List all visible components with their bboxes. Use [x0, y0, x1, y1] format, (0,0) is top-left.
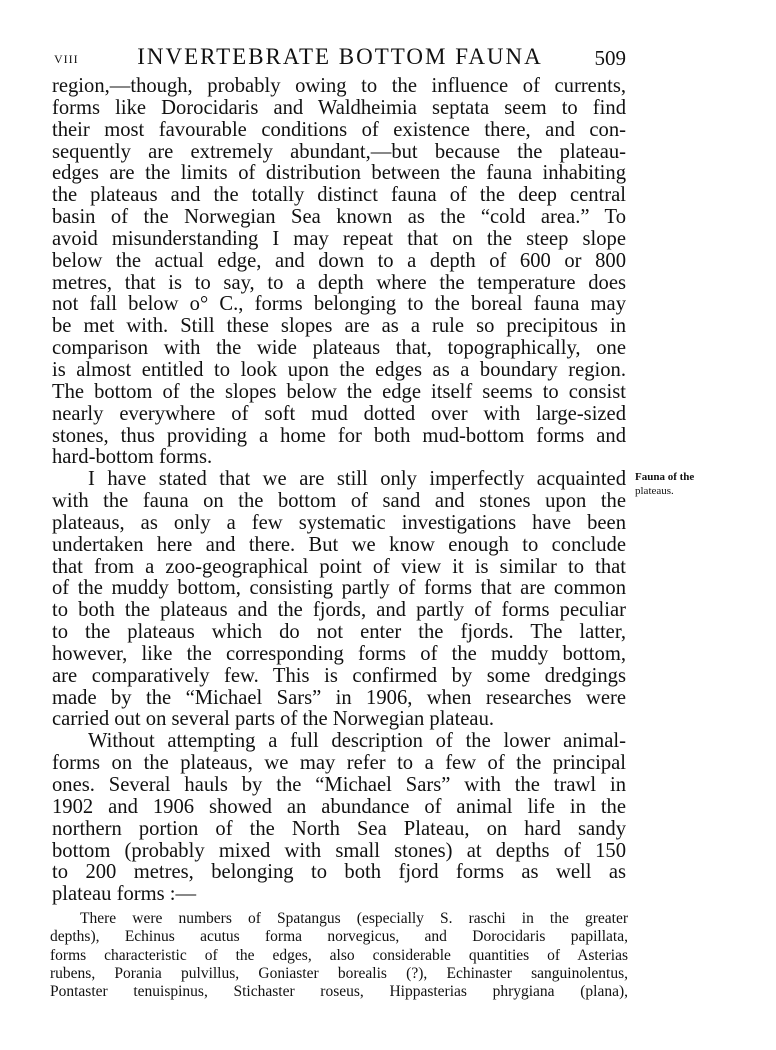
- text-line: carried out on several parts of the Norwegian plateau.: [52, 708, 495, 731]
- text-line: made by the “Michael Sars” in 1906, when researches were: [52, 686, 626, 709]
- text-line: to the plateaus which do not enter the fjords. The latter,: [52, 621, 626, 644]
- text-line: stones, thus providing a home for both mud-bottom forms and: [52, 424, 626, 447]
- text-line: forms characteristic of the edges, also considerable quantities of Asterias: [50, 946, 628, 964]
- text-line: 1902 and 1906 showed an abundance of animal life in the: [52, 795, 626, 818]
- running-title: INVERTEBRATE BOTTOM FAUNA: [137, 44, 543, 69]
- text-line: forms like Dorocidaris and Waldheimia septata seem to find: [52, 96, 626, 119]
- text-line: the plateaus and the totally distinct fauna of the deep central: [52, 184, 626, 207]
- text-line: to both the plateaus and the fjords, and partly of forms peculiar: [52, 599, 626, 622]
- text-line: their most favourable conditions of existence there, and con-: [52, 118, 626, 141]
- text-line: metres, that is to say, to a depth where the temperature does: [52, 271, 626, 294]
- text-line: hard-bottom forms.: [52, 446, 213, 469]
- text-line: plateaus, as only a few systematic investigations have been: [52, 511, 626, 534]
- text-line: The bottom of the slopes below the edge itself seems to consist: [52, 380, 626, 403]
- text-line: ones. Several hauls by the “Michael Sars” with the trawl in: [52, 774, 626, 796]
- text-line: is almost entitled to look upon the edges as a boundary region.: [52, 358, 626, 381]
- running-header: [54, 44, 626, 74]
- margin-note-line: Fauna of the: [635, 471, 695, 483]
- text-line: There were numbers of Spatangus (especially S. raschi in the greater: [80, 910, 628, 927]
- text-line: be met with. Still these slopes are as a rule so precipitous in: [52, 315, 626, 338]
- text-line: I have stated that we are still only imperfectly acquainted: [88, 468, 626, 491]
- text-line: nearly everywhere of soft mud dotted over with large-sized: [52, 402, 626, 425]
- margin-note-line: plateaus.: [635, 485, 674, 497]
- text-line: not fall below o° C., forms belonging to the boreal fauna may: [52, 293, 626, 316]
- text-line: forms on the plateaus, we may refer to a few of the principal: [52, 752, 626, 775]
- text-line: northern portion of the North Sea Plateau, on hard sandy: [52, 817, 626, 840]
- page-number: 509: [594, 46, 626, 70]
- text-line: that from a zoo-geographical point of view it is similar to that: [52, 555, 626, 578]
- text-line: depths), Echinus acutus forma norvegicus, and Dorocidaris papillata,: [50, 928, 628, 946]
- margin-note: [635, 470, 735, 498]
- text-line: avoid misunderstanding I may repeat that on the steep slope: [52, 227, 626, 250]
- text-line: bottom (probably mixed with small stones) at depths of 150: [52, 839, 626, 862]
- text-line: Pontaster tenuispinus, Stichaster roseus, Hippasterias phrygiana (plana),: [50, 983, 628, 1001]
- text-line: Without attempting a full description of the lower animal-: [88, 730, 626, 753]
- text-line: to 200 metres, belonging to both fjord forms as well as: [52, 861, 626, 884]
- text-line: undertaken here and there. But we know enough to conclude: [52, 533, 626, 556]
- text-line: plateau forms :—: [52, 883, 197, 906]
- text-line: comparison with the wide plateaus that, topographically, one: [52, 337, 626, 360]
- text-line: with the fauna on the bottom of sand and stones upon the: [52, 490, 626, 513]
- chapter-number: VIII: [54, 52, 79, 66]
- text-line: sequently are extremely abundant,—but because the plateau-: [52, 140, 626, 163]
- text-line: edges are the limits of distribution between the fauna inhabiting: [52, 162, 626, 185]
- quoted-passage: [50, 910, 628, 1001]
- text-line: basin of the Norwegian Sea known as the “cold area.” To: [52, 206, 626, 229]
- text-line: are comparatively few. This is confirmed by some dredgings: [52, 664, 626, 687]
- text-line: below the actual edge, and down to a depth of 600 or 800: [52, 249, 626, 272]
- text-line: of the muddy bottom, consisting partly of forms that are common: [52, 577, 626, 600]
- text-line: rubens, Porania pulvillus, Goniaster borealis (?), Echinaster sanguinolentus,: [50, 964, 628, 982]
- text-line: however, like the corresponding forms of the muddy bottom,: [52, 642, 626, 665]
- body-text: [52, 76, 626, 906]
- text-line: region,—though, probably owing to the influence of currents,: [52, 75, 626, 97]
